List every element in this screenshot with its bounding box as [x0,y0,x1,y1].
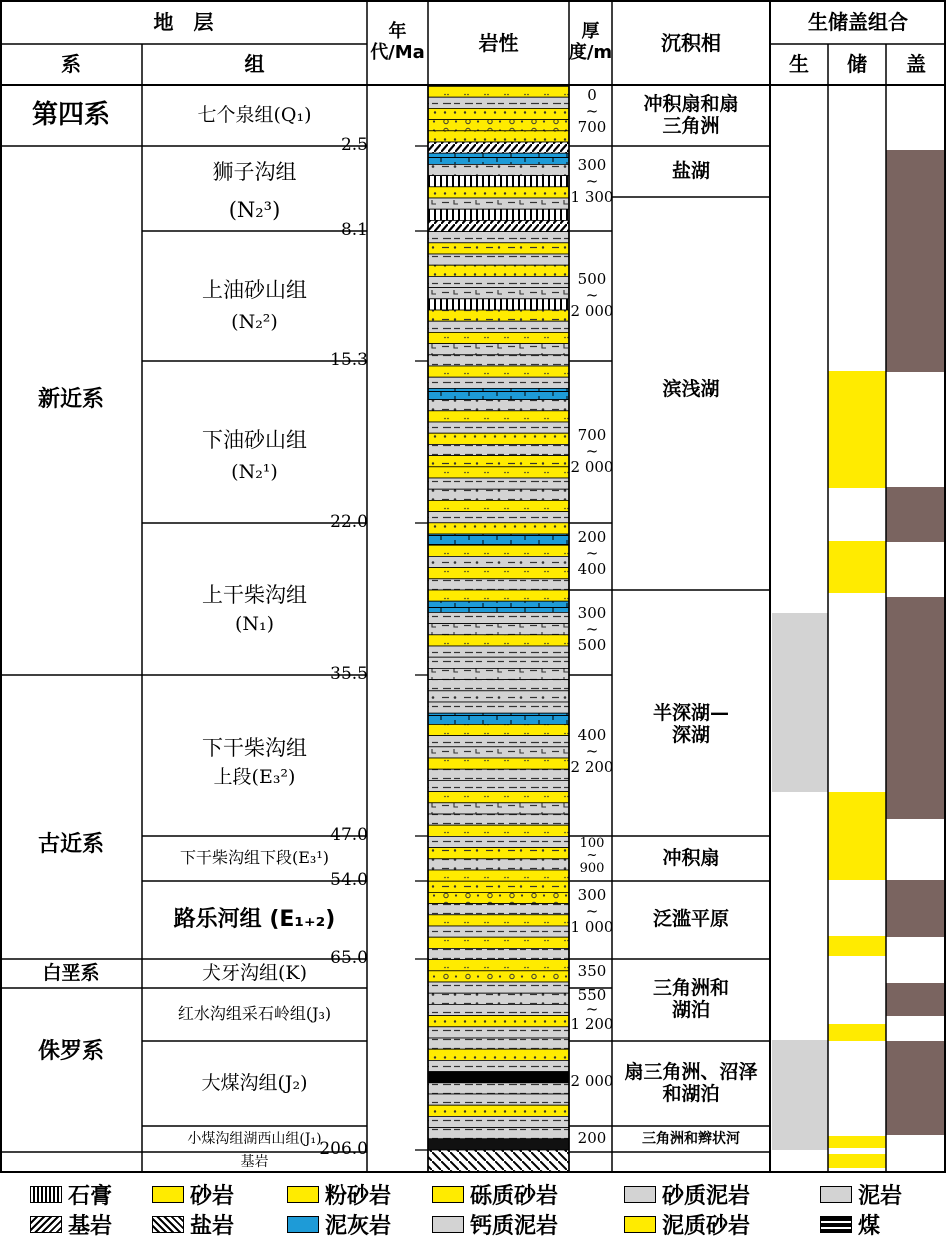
lithology-band [428,937,569,948]
formation-xiaganchaigou-upper: 下干柴沟组 [202,735,307,760]
lithology-band [428,758,569,769]
lithology-band [428,971,569,982]
lithology-band [428,724,569,735]
cap-rock-column [886,150,946,1135]
lithology-band [428,1027,569,1038]
lithology-band [428,624,569,635]
lithology-band [428,635,569,646]
source-rock-column [772,613,828,1150]
age-label: 35.5 [330,664,368,684]
facies-delta-braided-river: 三角洲和辫状河 [642,1130,740,1147]
lithology-band [428,332,569,343]
lithology-band [428,792,569,803]
lithology-band [428,108,569,119]
thickness-range: 500 ~ 2 000 [570,270,614,320]
formation-shangyoushashan: 上油砂山组 [202,277,307,302]
lithology-band [428,467,569,478]
lithology-band [428,377,569,388]
lithology-band [428,187,569,198]
facies-flood-plain: 泛滥平原 [652,908,729,931]
lithology-band [428,612,569,623]
lithology-band [428,489,569,500]
formation-shangganchaigou: 上干柴沟组 [202,582,307,607]
lithology-band [428,433,569,444]
age-label: 65.0 [330,948,368,968]
thickness-range: 0 ~ 700 [577,86,607,136]
lithology-band [428,747,569,758]
age-label: 8.1 [340,220,368,240]
lithology-band [428,668,569,679]
mudstone-swatch [820,1186,852,1203]
lithology-band [428,209,569,220]
facies-shore-shallow-lake: 滨浅湖 [662,378,720,401]
lithology-band [428,1105,569,1116]
siltstone-swatch [287,1186,319,1203]
thickness-range: 300 ~ 1 000 [570,886,614,936]
thickness-range: 300 ~ 500 [577,604,607,654]
formation-hongshuigou: 红水沟组采石岭组(J₃) [177,1004,332,1024]
thickness-range: 400 ~ 2 200 [570,726,614,776]
lithology-band [428,288,569,299]
lithology-band [428,892,569,903]
formation-shizigou-code: (N₂³) [228,197,281,222]
lithology-band [428,960,569,971]
lithology-band [428,456,569,467]
sandy-mudstone-swatch [624,1186,656,1203]
thickness-header: 厚度/m [568,21,613,63]
thickness-range: 550 ~ 1 200 [570,986,614,1033]
lithology-band [428,276,569,287]
system-quaternary: 第四系 [31,99,110,130]
age-label: 206.0 [319,1139,368,1159]
lithology-band [428,411,569,422]
cap-header: 盖 [906,52,926,76]
reservoir-header: 储 [847,52,867,76]
age-label: 22.0 [330,512,368,532]
lithology-band [428,780,569,791]
system-header: 系 [61,52,81,76]
lithology-band [428,579,569,590]
formation-shangganchaigou-code: (N₁) [234,612,275,635]
formation-shangyoushashan-code: (N₂²) [231,310,278,333]
lithology-band [428,769,569,780]
thickness-range: 700 ~ 2 000 [570,426,614,476]
lithology-band [428,198,569,209]
lithology-band [428,1004,569,1015]
combo-header: 生储盖组合 [808,10,908,34]
lithology-band [428,1072,569,1083]
marl-swatch [287,1216,319,1233]
facies-alluvial-fan: 冲积扇 [662,846,720,869]
legend-salt: 盐岩 [190,1214,235,1239]
lithology-band [428,691,569,702]
lithology-band [428,1060,569,1071]
lithology-band [428,1139,569,1150]
lithology-band [428,803,569,814]
formation-xiaganchaigou-lower: 下干柴沟组下段(E₃¹) [180,848,329,868]
system-cretaceous: 白垩系 [42,961,100,984]
thickness-range: 100 ~ 900 [579,836,605,876]
lithology-band [428,590,569,601]
lithology-band [428,601,569,612]
lithology-band [428,568,569,579]
legend-marl: 泥灰岩 [325,1214,392,1239]
facies-semi-deep-lake: 半深湖—深湖 [652,702,729,746]
lithology-band [428,848,569,859]
formation-xiaomeigou: 小煤沟组湖西山组(J₁) [187,1130,322,1147]
legend-gypsum: 石膏 [68,1184,113,1209]
lithology-band [428,713,569,724]
lithology-band [428,915,569,926]
lithology-band [428,422,569,433]
age-label: 54.0 [330,870,368,890]
thickness-range: 200 [577,1129,607,1147]
formation-dameigou: 大煤沟组(J₂) [201,1071,308,1094]
bedrock-swatch [30,1216,62,1233]
lithology-band [428,355,569,366]
facies-fan-delta-swamp-lake: 扇三角洲、沼泽和湖泊 [624,1060,758,1105]
lithology-band [428,904,569,915]
formation-quanyagou: 犬牙沟组(K) [201,961,308,984]
lithology-band [428,1116,569,1127]
lithology-band [428,1038,569,1049]
lithology-band [428,400,569,411]
system-paleogene: 古近系 [37,832,104,858]
lithology-band [428,1016,569,1027]
lithology-band [428,220,569,231]
calcareous-mudstone-swatch [432,1216,464,1233]
age-header: 年代/Ma [370,21,425,63]
lithology-band [428,265,569,276]
gypsum-swatch [30,1186,62,1203]
lithology-band [428,254,569,265]
lithology-band [428,366,569,377]
lithology-band [428,680,569,691]
lithology-band [428,131,569,142]
facies-salt-lake: 盐湖 [671,159,710,182]
formation-shizigou: 狮子沟组 [212,160,297,185]
lithology-band [428,736,569,747]
thickness-range: 350 [577,962,607,980]
lithology-band [428,321,569,332]
lithology-band [428,176,569,187]
lithology-band [428,859,569,870]
lithology-band [428,97,569,108]
lithology-band [428,232,569,243]
lithology-band [428,870,569,881]
lithology-band [428,299,569,310]
lithology-band [428,556,569,567]
lithology-band [428,646,569,657]
lithology-band [428,164,569,175]
lithology-band [428,657,569,668]
lithology-band [428,1150,569,1172]
formation-xiayoushashan: 下油砂山组 [202,427,307,452]
thickness-range: 300 ~ 1 300 [570,156,614,206]
lithology-band [428,836,569,847]
lithology-header: 岩性 [478,30,519,55]
formation-basement: 基岩 [240,1153,269,1170]
legend-sandstone: 砂岩 [190,1184,235,1209]
lithology-column [428,86,569,1172]
lithology-band [428,814,569,825]
sandstone-swatch [152,1186,184,1203]
lithology-band [428,1094,569,1105]
salt-swatch [152,1216,184,1233]
lithology-band [428,825,569,836]
pebbly-sandstone-swatch [432,1186,464,1203]
legend-pebbly-sandstone: 砾质砂岩 [470,1184,559,1209]
lithology-band [428,478,569,489]
lithology-band [428,702,569,713]
reservoir-column [828,371,886,1168]
lithology-band [428,444,569,455]
legend-sandy-mudstone: 砂质泥岩 [662,1184,751,1209]
lithology-band [428,948,569,959]
legend-muddy-sandstone: 泥质砂岩 [662,1214,751,1239]
thickness-range: 200 ~ 400 [577,528,607,578]
age-label: 15.3 [330,350,368,370]
system-jurassic: 侏罗系 [37,1039,104,1065]
strata-header: 地 层 [153,10,214,34]
formation-qigequan: 七个泉组(Q₁) [197,103,312,126]
legend-bedrock: 基岩 [68,1214,113,1239]
lithology-band [428,344,569,355]
lithology-band [428,86,569,97]
lithology-band [428,512,569,523]
lithology-band [428,243,569,254]
formation-xiaganchaigou-upper-code: 上段(E₃²) [213,765,296,788]
legend-mudstone: 泥岩 [858,1184,903,1209]
lithology-band [428,388,569,399]
muddy-sandstone-swatch [624,1216,656,1233]
lithology-band [428,523,569,534]
lithology-band [428,926,569,937]
coal-swatch [820,1216,852,1233]
formation-header: 组 [244,52,265,76]
system-neogene: 新近系 [37,387,104,413]
facies-alluvial-fan-delta: 冲积扇和扇三角洲 [643,92,739,137]
source-header: 生 [789,52,809,76]
lithology-band [428,1083,569,1094]
lithology-band [428,310,569,321]
lithology-band [428,534,569,545]
formation-xiayoushashan-code: (N₂¹) [231,460,278,483]
legend-siltstone: 粉砂岩 [325,1184,392,1209]
lithology-band [428,142,569,153]
formation-lulehe: 路乐河组 (E₁₊₂) [173,907,336,933]
lithology-band [428,1049,569,1060]
legend-coal: 煤 [858,1214,881,1239]
lithology-band [428,545,569,556]
age-label: 47.0 [330,825,368,845]
lithology-band [428,120,569,131]
lithology-band [428,993,569,1004]
lithology-band [428,1128,569,1139]
facies-delta-lake: 三角洲和湖泊 [652,977,729,1021]
facies-header: 沉积相 [661,30,721,55]
legend-calcareous-mudstone: 钙质泥岩 [470,1214,559,1239]
thickness-range: 2 000 [570,1072,614,1090]
lithology-band [428,982,569,993]
age-label: 2.5 [340,135,368,155]
lithology-band [428,500,569,511]
lithology-band [428,153,569,164]
lithology-band [428,881,569,892]
